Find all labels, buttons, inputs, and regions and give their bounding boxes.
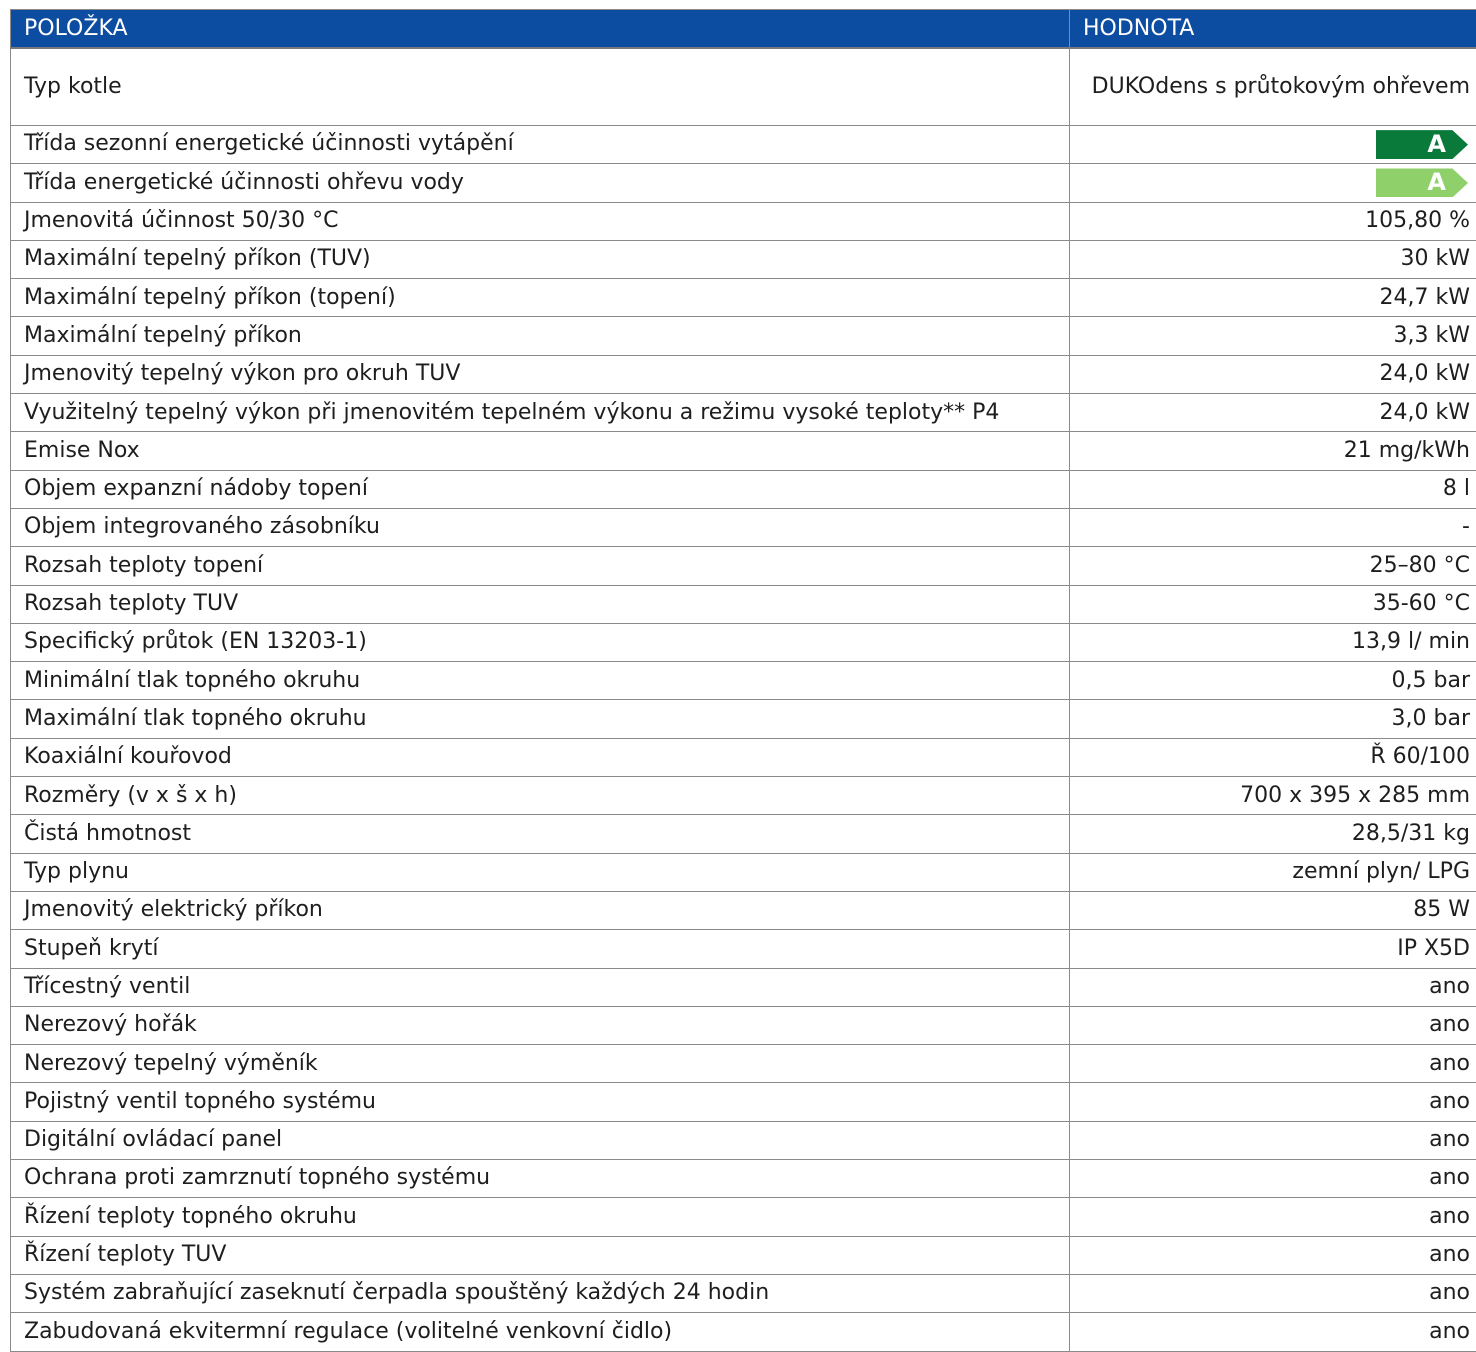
row-value: 25–80 °C	[1070, 547, 1476, 585]
row-value: -	[1070, 508, 1476, 546]
table-row	[11, 1045, 1476, 1083]
table-row	[11, 738, 1476, 776]
row-label: Třída energetické účinnosti ohřevu vody	[11, 164, 1070, 202]
row-label: Rozsah teploty TUV	[11, 585, 1070, 623]
row-label: Maximální tepelný příkon	[11, 317, 1070, 355]
row-label: Třícestný ventil	[11, 968, 1070, 1006]
row-label: Využitelný tepelný výkon při jmenovitém tepelném výkonu a režimu vysoké teploty** P4	[11, 394, 1070, 432]
table-row	[11, 1121, 1476, 1159]
energy-class-letter: A	[1427, 168, 1446, 197]
row-label: Rozměry (v x š x h)	[11, 777, 1070, 815]
table-row	[11, 815, 1476, 853]
row-value: ano	[1070, 1236, 1476, 1274]
row-value: ano	[1070, 1274, 1476, 1312]
row-value: 24,0 kW	[1070, 394, 1476, 432]
table-body	[11, 48, 1476, 1352]
specification-table	[10, 9, 1476, 1352]
energy-class-badge	[1376, 168, 1468, 197]
row-value	[1070, 164, 1476, 202]
row-value: 35-60 °C	[1070, 585, 1476, 623]
column-header-value: HODNOTA	[1070, 10, 1476, 48]
row-label: Minimální tlak topného okruhu	[11, 662, 1070, 700]
row-value: zemní plyn/ LPG	[1070, 853, 1476, 891]
row-value	[1070, 126, 1476, 164]
row-value: 30 kW	[1070, 240, 1476, 278]
row-label: Řízení teploty topného okruhu	[11, 1198, 1070, 1236]
energy-class-badge	[1376, 130, 1468, 159]
row-label: Nerezový hořák	[11, 1006, 1070, 1044]
table-row	[11, 1274, 1476, 1312]
row-label: Objem expanzní nádoby topení	[11, 470, 1070, 508]
row-value: 28,5/31 kg	[1070, 815, 1476, 853]
table-row	[11, 1313, 1476, 1351]
table-row	[11, 1198, 1476, 1236]
table-row	[11, 1083, 1476, 1121]
row-value: 700 x 395 x 285 mm	[1070, 777, 1476, 815]
row-label: Třída sezonní energetické účinnosti vytápění	[11, 126, 1070, 164]
table-row	[11, 470, 1476, 508]
row-value: ano	[1070, 1083, 1476, 1121]
table-row	[11, 700, 1476, 738]
row-label: Koaxiální kouřovod	[11, 738, 1070, 776]
row-value: 0,5 bar	[1070, 662, 1476, 700]
energy-arrow-icon	[1376, 130, 1468, 159]
row-value: DUKOdens s průtokovým ohřevem	[1070, 48, 1476, 126]
table-row	[11, 623, 1476, 661]
row-value: 21 mg/kWh	[1070, 432, 1476, 470]
table-row	[11, 853, 1476, 891]
row-value: ano	[1070, 1198, 1476, 1236]
row-label: Řízení teploty TUV	[11, 1236, 1070, 1274]
row-label: Jmenovitý tepelný výkon pro okruh TUV	[11, 355, 1070, 393]
table-row	[11, 240, 1476, 278]
table-row	[11, 662, 1476, 700]
row-label: Objem integrovaného zásobníku	[11, 508, 1070, 546]
row-label: Pojistný ventil topného systému	[11, 1083, 1070, 1121]
row-label: Zabudovaná ekvitermní regulace (volitelné venkovní čidlo)	[11, 1313, 1070, 1351]
table-row	[11, 968, 1476, 1006]
table-row	[11, 164, 1476, 202]
row-value: 24,7 kW	[1070, 279, 1476, 317]
energy-arrow-icon	[1376, 168, 1468, 197]
row-value: Ř 60/100	[1070, 738, 1476, 776]
table-row	[11, 585, 1476, 623]
row-value: ano	[1070, 1160, 1476, 1198]
table-row	[11, 777, 1476, 815]
table-row	[11, 317, 1476, 355]
row-label: Maximální tepelný příkon (topení)	[11, 279, 1070, 317]
table-row	[11, 202, 1476, 240]
column-header-item: POLOŽKA	[11, 10, 1070, 48]
row-value: ano	[1070, 968, 1476, 1006]
row-label: Jmenovitá účinnost 50/30 °C	[11, 202, 1070, 240]
row-value: 105,80 %	[1070, 202, 1476, 240]
row-label: Systém zabraňující zaseknutí čerpadla spouštěný každých 24 hodin	[11, 1274, 1070, 1312]
row-value: ano	[1070, 1045, 1476, 1083]
row-label: Čistá hmotnost	[11, 815, 1070, 853]
table-row	[11, 1160, 1476, 1198]
table-row	[11, 432, 1476, 470]
table-row	[11, 508, 1476, 546]
table-row	[11, 48, 1476, 126]
row-label: Emise Nox	[11, 432, 1070, 470]
table-row	[11, 279, 1476, 317]
row-value: ano	[1070, 1006, 1476, 1044]
row-value: 24,0 kW	[1070, 355, 1476, 393]
row-label: Nerezový tepelný výměník	[11, 1045, 1070, 1083]
row-label: Typ plynu	[11, 853, 1070, 891]
row-label: Typ kotle	[11, 48, 1070, 126]
row-value: ano	[1070, 1121, 1476, 1159]
row-label: Maximální tlak topného okruhu	[11, 700, 1070, 738]
row-label: Ochrana proti zamrznutí topného systému	[11, 1160, 1070, 1198]
row-value: 8 l	[1070, 470, 1476, 508]
table-row	[11, 930, 1476, 968]
row-value: 3,0 bar	[1070, 700, 1476, 738]
row-value: IP X5D	[1070, 930, 1476, 968]
table-row	[11, 1236, 1476, 1274]
row-label: Specifický průtok (EN 13203-1)	[11, 623, 1070, 661]
row-label: Rozsah teploty topení	[11, 547, 1070, 585]
table-row	[11, 355, 1476, 393]
row-value: 3,3 kW	[1070, 317, 1476, 355]
table-row	[11, 891, 1476, 929]
table-row	[11, 394, 1476, 432]
row-value: 13,9 l/ min	[1070, 623, 1476, 661]
row-label: Digitální ovládací panel	[11, 1121, 1070, 1159]
row-value: 85 W	[1070, 891, 1476, 929]
table-row	[11, 126, 1476, 164]
table-row	[11, 1006, 1476, 1044]
table-row	[11, 547, 1476, 585]
row-label: Jmenovitý elektrický příkon	[11, 891, 1070, 929]
row-value: ano	[1070, 1313, 1476, 1351]
row-label: Stupeň krytí	[11, 930, 1070, 968]
energy-class-letter: A	[1427, 130, 1446, 159]
row-label: Maximální tepelný příkon (TUV)	[11, 240, 1070, 278]
table-header-row	[11, 10, 1476, 48]
